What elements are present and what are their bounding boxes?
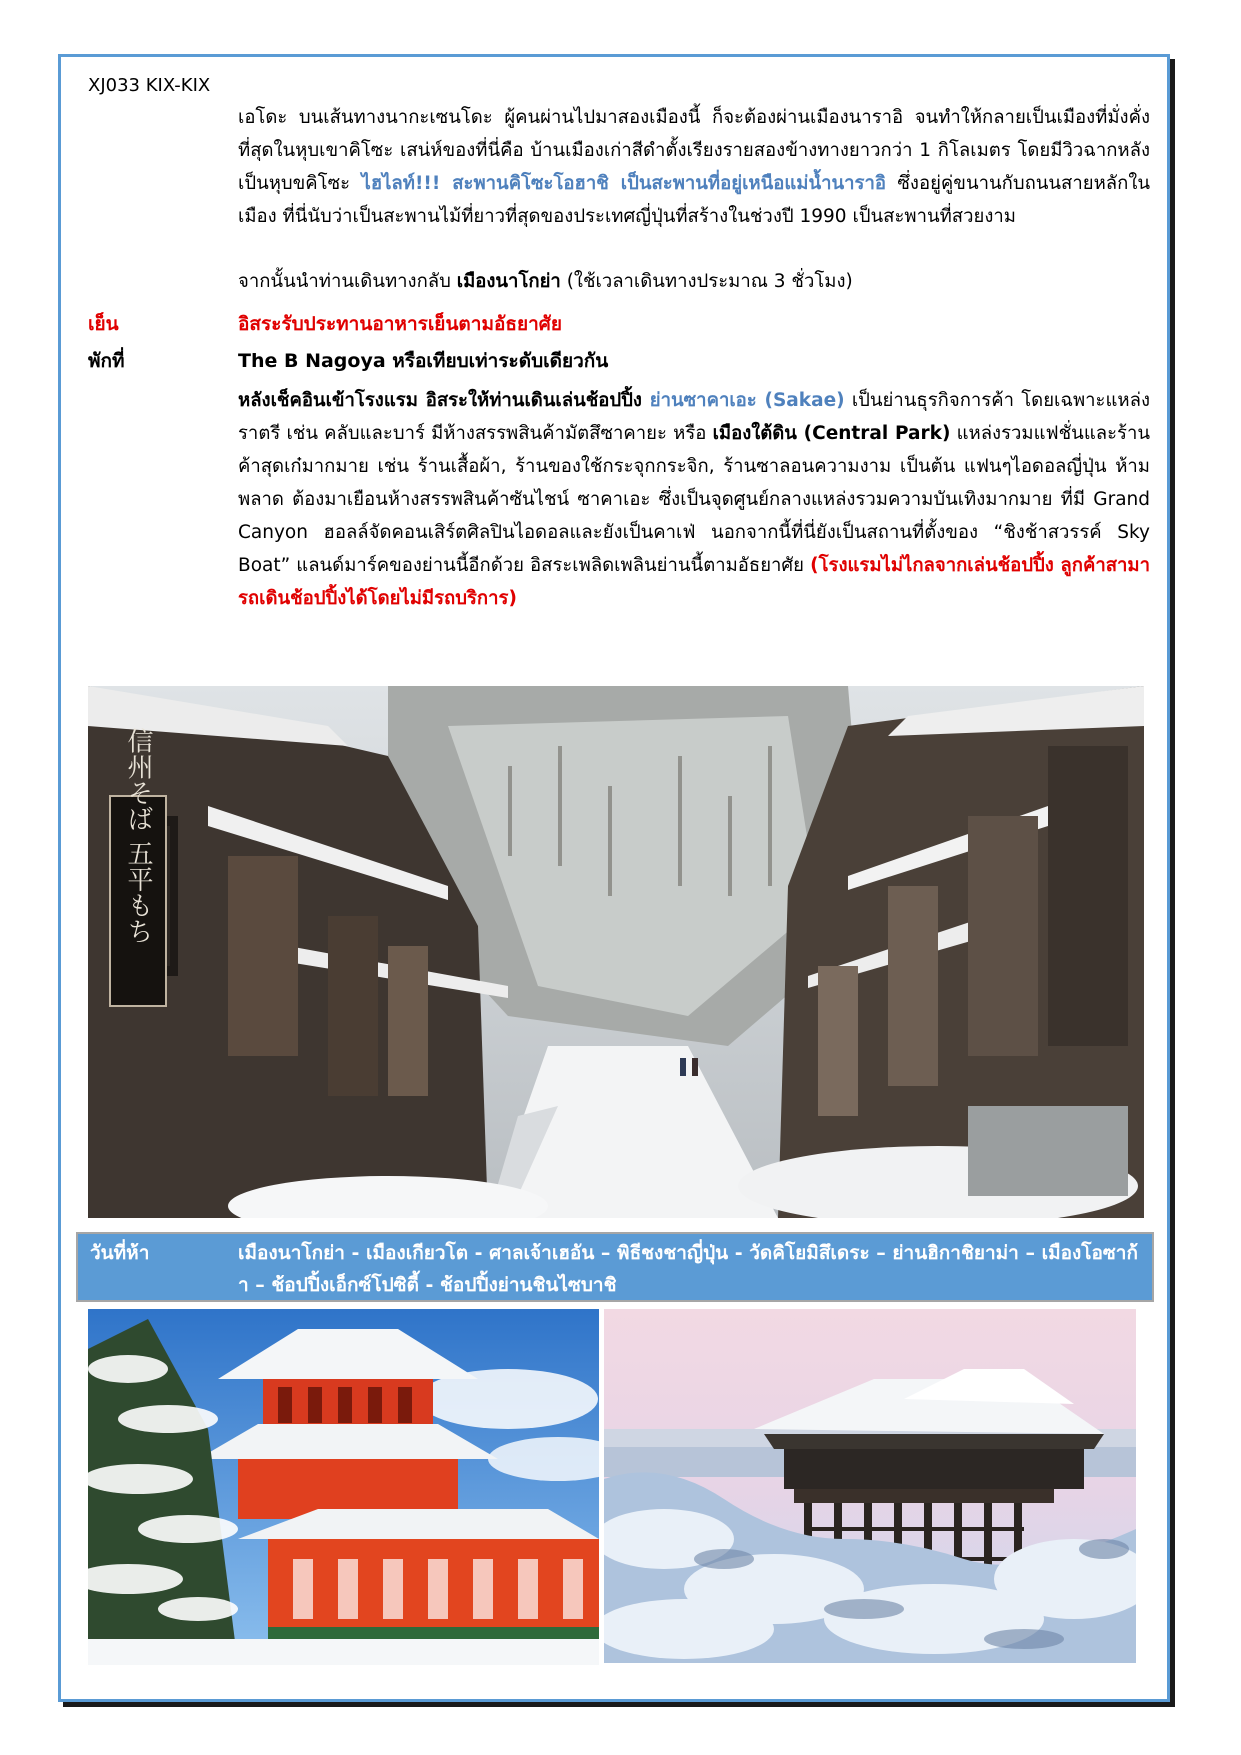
hotel-label: พักที่ [88, 350, 125, 372]
narai-street-photo [88, 686, 1144, 1218]
heian-shrine-illustration [88, 1309, 599, 1665]
intro-text-a: เอโดะ บนเส้นทางนากะเซนโดะ ผู้คนผ่านไปมาสองเมืองนี้ ก็จะต้องผ่านเมืองนาราอิ จนทำให้กลายเป็นเมืองที่มั่งคั่งที่สุดในหุบเขาคิโซะ เสน่ห์ของที่นี่คือ บ้านเมืองเก่าสีดำตั้งเรียงรายสองข้างทางยาวกว่า 1 กิโลเมตร โดยมีวิวฉากหลังเป็นหุบขคิโซะ [238, 107, 1150, 194]
hotel-suffix: หรือเทียบเท่าระดับเดียวกัน [385, 350, 609, 372]
return-line [238, 265, 1150, 298]
shopping-bold-a: หลังเช็คอินเข้าโรงแรม อิสระให้ท่านเดินเล่นช้อปปิ้ง [238, 390, 650, 411]
dinner-label: เย็น [88, 313, 119, 335]
heian-shrine-photo [88, 1309, 599, 1665]
shop-sign-text: 信州そば 五平もち [123, 727, 153, 945]
intro-paragraph [238, 101, 1150, 233]
kiyomizudera-photo [604, 1309, 1136, 1663]
narai-street-illustration [88, 686, 1144, 1218]
central-park-bold: เมืองใต้ดิน (Central Park) [712, 423, 951, 444]
hotel-name: The B Nagoya [238, 350, 386, 372]
dinner-text: อิสระรับประทานอาหารเย็นตามอัธยาศัย [238, 313, 562, 335]
shopping-paragraph [238, 384, 1150, 615]
sakae-highlight: ย่านซาคาเอะ (Sakae) [649, 390, 845, 411]
kiyomizudera-illustration [604, 1309, 1136, 1663]
return-city: เมืองนาโกย่า [456, 271, 561, 292]
shopping-text-a: เป็นย่านธุรกิจการค้า โดยเฉพาะแหล่งราตรี เช่น คลับและบาร์ มีห้างสรรพสินค้ามัตสึซาคายะ หรือ [238, 390, 1150, 444]
intro-text-b: ซึ่งอยู่คู่ขนานกับถนนสายหลักในเมือง ที่นี่นับว่าเป็นสะพานไม้ที่ยาวที่สุดของประเทศญี่ปุ่นที่สร้างในช่วงปี 1990 เป็นสะพานที่สวยงาม [238, 173, 1150, 227]
return-text-a: จากนั้นนำท่านเดินทางกลับ [238, 271, 457, 292]
hotel-line [238, 346, 608, 376]
day-five-label: วันที่ห้า [90, 1242, 150, 1264]
bridge-highlight: ไฮไลท์!!! สะพานคิโซะโอฮาชิ เป็นสะพานที่อยู่เหนือแม่น้ำนาราอิ [361, 173, 886, 194]
document-code: XJ033 KIX-KIX [88, 75, 211, 96]
shopping-text-b: แหล่งรวมแฟชั่นและร้านค้าสุดเก๋มากมาย เช่น ร้านเสื้อผ้า, ร้านของใช้กระจุกกระจิก, ร้านซาลอนความงาม เป็นต้น แฟนๆไอดอลญี่ปุ่น ห้ามพลาด ต้องมาเยือนห้างสรรพสินค้าซันไชน์ ซาคาเอะ ซึ่งเป็นจุดศูนย์กลางแหล่งรวมความบันเทิงมากมาย ที่มี Grand Canyon ฮอลล์จัดคอนเสิร์ตศิลปินไอดอลและยังเป็นคาเฟ่ นอกจากนี้ที่นี่ยังเป็นสถานที่ตั้งของ “ชิงช้าสวรรค์ Sky Boat” แลนด์มาร์คของย่านนี้อีกด้วย อิสระเพลิดเพลินย่านนี้ตามอัธยาศัย [238, 423, 1150, 576]
hotel-note-red: (โรงแรมไม่ไกลจากเล่นช้อปปิ้ง ลูกค้าสามารถเดินช้อปปิ้งได้โดยไม่มีรถบริการ) [238, 555, 1150, 609]
return-text-b: (ใช้เวลาเดินทางประมาณ 3 ชั่วโมง) [560, 271, 853, 292]
day-five-itinerary: เมืองนาโกย่า - เมืองเกียวโต - ศาลเจ้าเฮอัน – พิธีชงชาญี่ปุ่น - วัดคิโยมิสึเดระ – ย่านฮิกาชิยาม่า – เมืองโอซาก้า – ช้อปปิ้งเอ็กซ์โปซิตี้ - ช้อปปิ้งย่านชินไซบาชิ [238, 1242, 1138, 1296]
day-five-header [76, 1232, 1154, 1302]
